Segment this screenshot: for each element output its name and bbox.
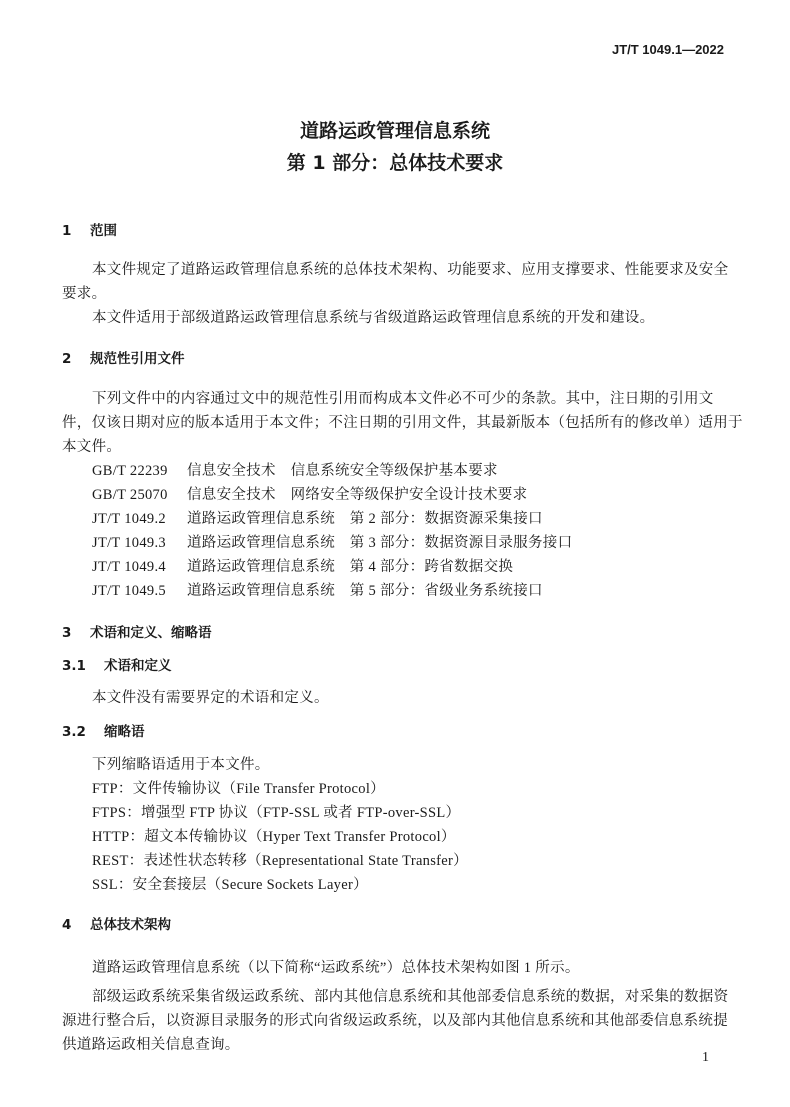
paragraph-line: 下列缩略语适用于本文件。: [92, 757, 270, 773]
document-title: 道路运政管理信息系统: [299, 120, 490, 142]
abbreviation-item: FTP：文件传输协议（File Transfer Protocol）: [92, 781, 385, 797]
reference-item: [92, 459, 498, 480]
paragraph-line: 件，仅该日期对应的版本适用于本文件；不注日期的引用文件，其最新版本（包括所有的修改单）适用于: [62, 415, 743, 431]
section-1-heading: [62, 219, 117, 239]
section-title: 规范性引用文件: [90, 351, 185, 367]
document-subtitle: 第 1 部分：总体技术要求: [286, 152, 504, 174]
paragraph-line: 道路运政管理信息系统（以下简称“运政系统”）总体技术架构如图 1 所示。: [92, 960, 580, 976]
reference-code: JT/T 1049.5: [92, 583, 166, 599]
paragraph-line: 部级运政系统采集省级运政系统、部内其他信息系统和其他部委信息系统的数据，对采集的数据资: [92, 989, 729, 1005]
section-number: 2: [62, 351, 72, 367]
abbreviation-item: SSL：安全套接层（Secure Sockets Layer）: [92, 877, 368, 893]
reference-title: 信息安全技术 信息系统安全等级保护基本要求: [187, 463, 498, 479]
section-3-2-heading: [62, 720, 145, 740]
reference-code: JT/T 1049.2: [92, 511, 166, 527]
paragraph-line: 本文件规定了道路运政管理信息系统的总体技术架构、功能要求、应用支撑要求、性能要求及安全: [92, 262, 729, 278]
section-number: 3: [62, 625, 72, 641]
abbreviation-item: HTTP：超文本传输协议（Hyper Text Transfer Protocol）: [92, 829, 456, 845]
page-number: 1: [702, 1050, 709, 1065]
reference-item: [92, 531, 572, 552]
paragraph-line: 要求。: [62, 286, 107, 302]
paragraph-line: 本文件。: [62, 439, 122, 455]
section-3-1-heading: [62, 654, 172, 674]
section-title: 术语和定义、缩略语: [90, 625, 212, 641]
reference-title: 道路运政管理信息系统 第 5 部分：省级业务系统接口: [187, 583, 543, 599]
section-number: 4: [62, 917, 72, 933]
paragraph-line: 供道路运政相关信息查询。: [62, 1037, 240, 1053]
section-title: 总体技术架构: [90, 917, 171, 933]
reference-item: [92, 483, 527, 504]
section-number: 3.2: [62, 724, 86, 740]
paragraph-line: 源进行整合后，以资源目录服务的形式向省级运政系统，以及部内其他信息系统和其他部委信息系统提: [62, 1013, 728, 1029]
abbreviation-item: FTPS：增强型 FTP 协议（FTP-SSL 或者 FTP-over-SSL）: [92, 805, 461, 821]
abbreviation-item: REST：表述性状态转移（Representational State Transfer）: [92, 853, 468, 869]
reference-item: [92, 555, 513, 576]
section-number: 1: [62, 223, 72, 239]
section-2-heading: [62, 347, 185, 367]
document-code: JT/T 1049.1—2022: [611, 42, 724, 57]
reference-title: 道路运政管理信息系统 第 3 部分：数据资源目录服务接口: [187, 535, 573, 551]
reference-code: GB/T 25070: [92, 487, 168, 503]
paragraph-line: 本文件适用于部级道路运政管理信息系统与省级道路运政管理信息系统的开发和建设。: [92, 310, 655, 326]
reference-item: [92, 579, 543, 600]
reference-code: JT/T 1049.4: [92, 559, 166, 575]
section-title: 术语和定义: [104, 658, 172, 674]
reference-item: [92, 507, 543, 528]
reference-title: 道路运政管理信息系统 第 4 部分：跨省数据交换: [187, 559, 514, 575]
reference-code: JT/T 1049.3: [92, 535, 166, 551]
section-4-heading: [62, 913, 171, 933]
section-title: 范围: [90, 223, 117, 239]
reference-title: 信息安全技术 网络安全等级保护安全设计技术要求: [187, 487, 528, 503]
section-title: 缩略语: [104, 724, 145, 740]
reference-title: 道路运政管理信息系统 第 2 部分：数据资源采集接口: [187, 511, 543, 527]
paragraph-line: 下列文件中的内容通过文中的规范性引用而构成本文件必不可少的条款。其中，注日期的引用文: [92, 391, 714, 407]
section-number: 3.1: [62, 658, 86, 674]
paragraph-line: 本文件没有需要界定的术语和定义。: [92, 690, 329, 706]
section-3-heading: [62, 621, 212, 641]
reference-code: GB/T 22239: [92, 463, 168, 479]
